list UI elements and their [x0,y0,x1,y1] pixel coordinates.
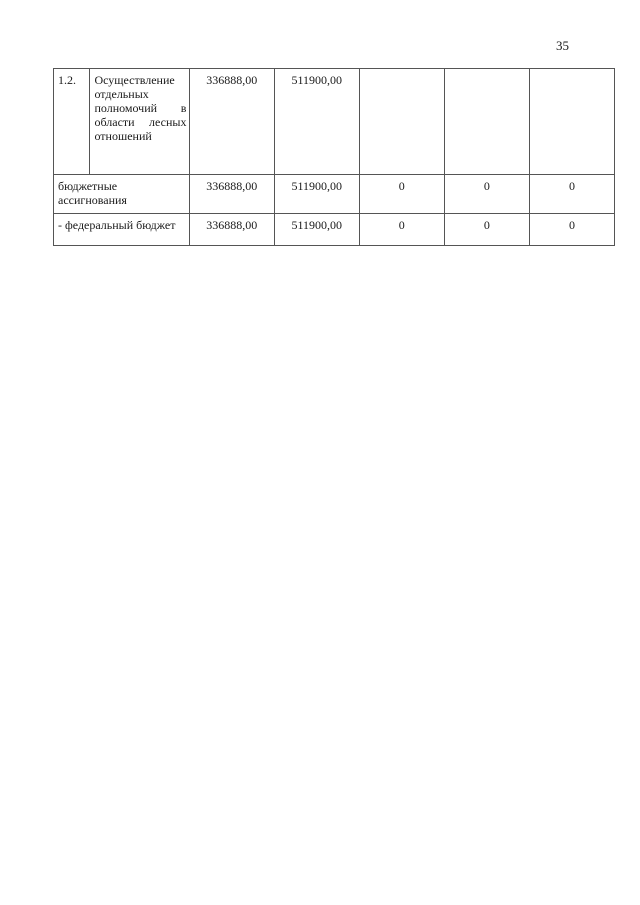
value-cell: 511900,00 [274,175,359,214]
row-name [90,69,189,175]
value-cell: 511900,00 [274,69,359,175]
value-cell [444,69,529,175]
value-cell: 0 [359,175,444,214]
value-cell: 511900,00 [274,214,359,246]
budget-table [53,68,615,246]
page-number: 35 [556,38,569,53]
table-row [54,214,615,246]
value-cell [529,69,614,175]
table-row [54,175,615,214]
value-cell: 336888,00 [189,69,274,175]
row-label: бюджетные ассигнования [54,175,190,214]
row-name-text: Осуществление отдельных полномочий в области лесных отношений [94,73,187,143]
value-cell: 0 [444,175,529,214]
value-cell [359,69,444,175]
table-row [54,69,615,175]
value-cell: 336888,00 [189,175,274,214]
row-label: - федеральный бюджет [54,214,190,246]
value-cell: 0 [444,214,529,246]
value-cell: 336888,00 [189,214,274,246]
value-cell: 0 [529,214,614,246]
value-cell: 0 [359,214,444,246]
value-cell: 0 [529,175,614,214]
row-index: 1.2. [54,69,90,175]
